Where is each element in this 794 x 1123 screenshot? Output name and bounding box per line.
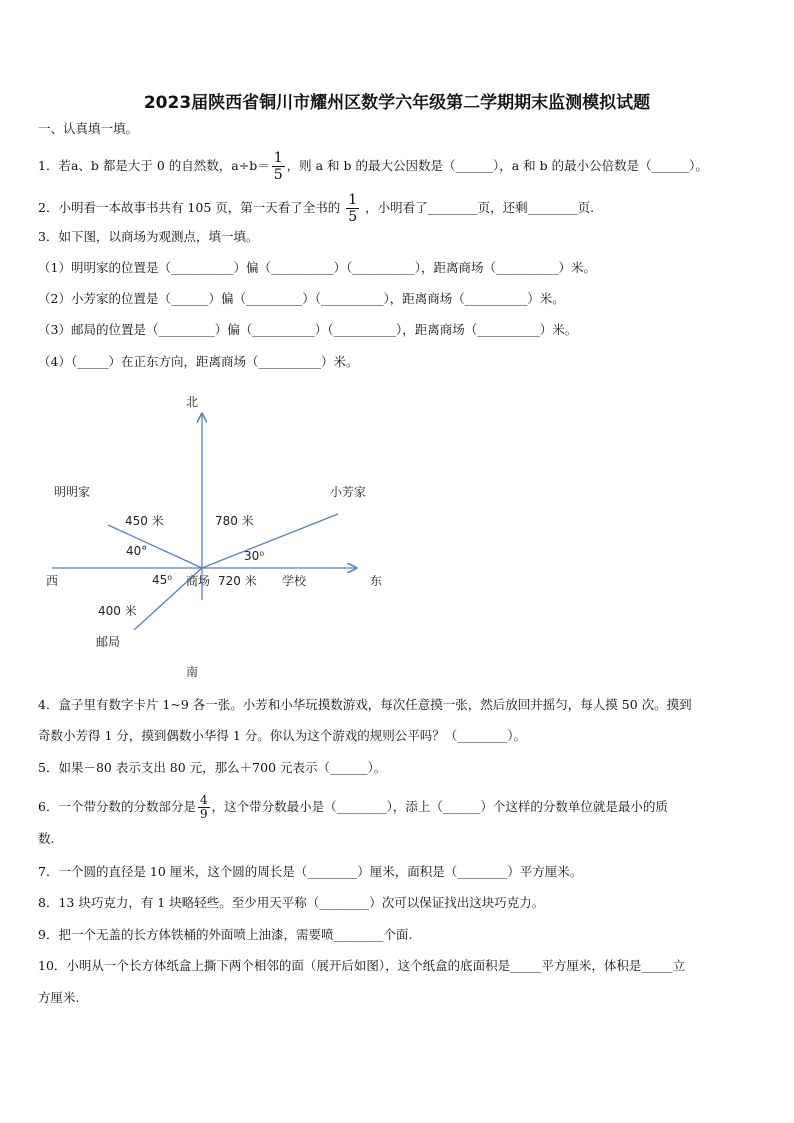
question-5: 5．如果－80 表示支出 80 元，那么＋700 元表示（______）。 <box>38 760 387 775</box>
question-3-sub-1: （1）明明家的位置是（__________）偏（__________）（__________），距离商场（__________）米。 <box>38 260 596 275</box>
question-7: 7．一个圆的直径是 10 厘米，这个圆的周长是（________）厘米，面积是（________）平方厘米。 <box>38 864 583 879</box>
question-4-line-1: 4．盒子里有数字卡片 1~9 各一张。小芳和小华玩摸数游戏，每次任意摸一张，然后放回并摇匀，每人摸 50 次。摸到 <box>38 697 692 712</box>
label-mall: 商场 <box>186 574 211 588</box>
fraction-4-9: $\frac{4}{9}$ <box>199 793 208 821</box>
distance-post-office: 400 米 <box>98 604 137 618</box>
question-6-line-2: 数. <box>38 831 55 846</box>
q6-text-b: ，这个带分数最小是（________），添上（______）个这样的分数单位就是最小的质 <box>211 799 668 814</box>
fraction-1-5: $\frac{1}{5}$ <box>348 192 358 225</box>
question-2 <box>38 192 594 225</box>
question-8: 8．13 块巧克力，有 1 块略轻些。至少用天平称（________）次可以保证找出这块巧克力。 <box>38 895 545 910</box>
label-xiaofang-home: 小芳家 <box>330 485 367 499</box>
q1-text-b: ，则 a 和 b 的最大公因数是（______），a 和 b 的最小公倍数是（______）。 <box>286 158 708 173</box>
question-1 <box>38 150 708 183</box>
fraction-1-5: $\frac{1}{5}$ <box>273 150 283 183</box>
question-3-sub-2: （2）小芳家的位置是（______）偏（_________）（__________），距离商场（__________）米。 <box>38 291 565 306</box>
question-4-line-2: 奇数小芳得 1 分，摸到偶数小华得 1 分。你认为这个游戏的规则公平吗？（________）。 <box>38 728 527 743</box>
angle-post-office: 45⁰ <box>152 573 173 587</box>
label-north: 北 <box>186 395 199 409</box>
label-west: 西 <box>46 574 59 588</box>
question-3-sub-4: （4）（_____）在正东方向，距离商场（__________）米。 <box>38 354 359 369</box>
page-title: 2023届陕西省铜川市耀州区数学六年级第二学期期末监测模拟试题 <box>143 93 651 113</box>
distance-school: 720 米 <box>218 574 257 588</box>
mingming-ray <box>108 525 202 568</box>
direction-diagram <box>40 390 400 690</box>
q1-text-a: 1．若a、b 都是大于 0 的自然数，a÷b＝ <box>38 158 270 173</box>
question-3-sub-3: （3）邮局的位置是（_________）偏（__________）（__________），距离商场（__________）米。 <box>38 322 578 337</box>
q6-text-a: 6．一个带分数的分数部分是 <box>38 799 196 814</box>
question-10-line-1: 10．小明从一个长方体纸盒上撕下两个相邻的面（展开后如图），这个纸盒的底面积是_____平方厘米，体积是_____立 <box>38 958 686 973</box>
q2-text-b: ，小明看了________页，还剩________页. <box>365 200 595 215</box>
question-9: 9．把一个无盖的长方体铁桶的外面喷上油漆，需要喷________个面. <box>38 927 413 942</box>
label-east: 东 <box>370 574 383 588</box>
distance-mingming: 450 米 <box>125 514 164 528</box>
label-post-office: 邮局 <box>96 635 121 649</box>
section-heading: 一、认真填一填。 <box>38 121 139 136</box>
question-10-line-2: 方厘米. <box>38 990 80 1005</box>
label-mingming-home: 明明家 <box>54 485 91 499</box>
label-school: 学校 <box>282 574 307 588</box>
distance-xiaofang: 780 米 <box>215 514 254 528</box>
angle-xiaofang: 30⁰ <box>244 549 265 563</box>
question-6 <box>38 794 668 821</box>
label-south: 南 <box>186 665 199 679</box>
angle-mingming: 40° <box>126 544 148 558</box>
q2-text-a: 2．小明看一本故事书共有 105 页，第一天看了全书的 <box>38 200 341 215</box>
question-3-intro: 3．如下图，以商场为观测点，填一填。 <box>38 229 259 244</box>
